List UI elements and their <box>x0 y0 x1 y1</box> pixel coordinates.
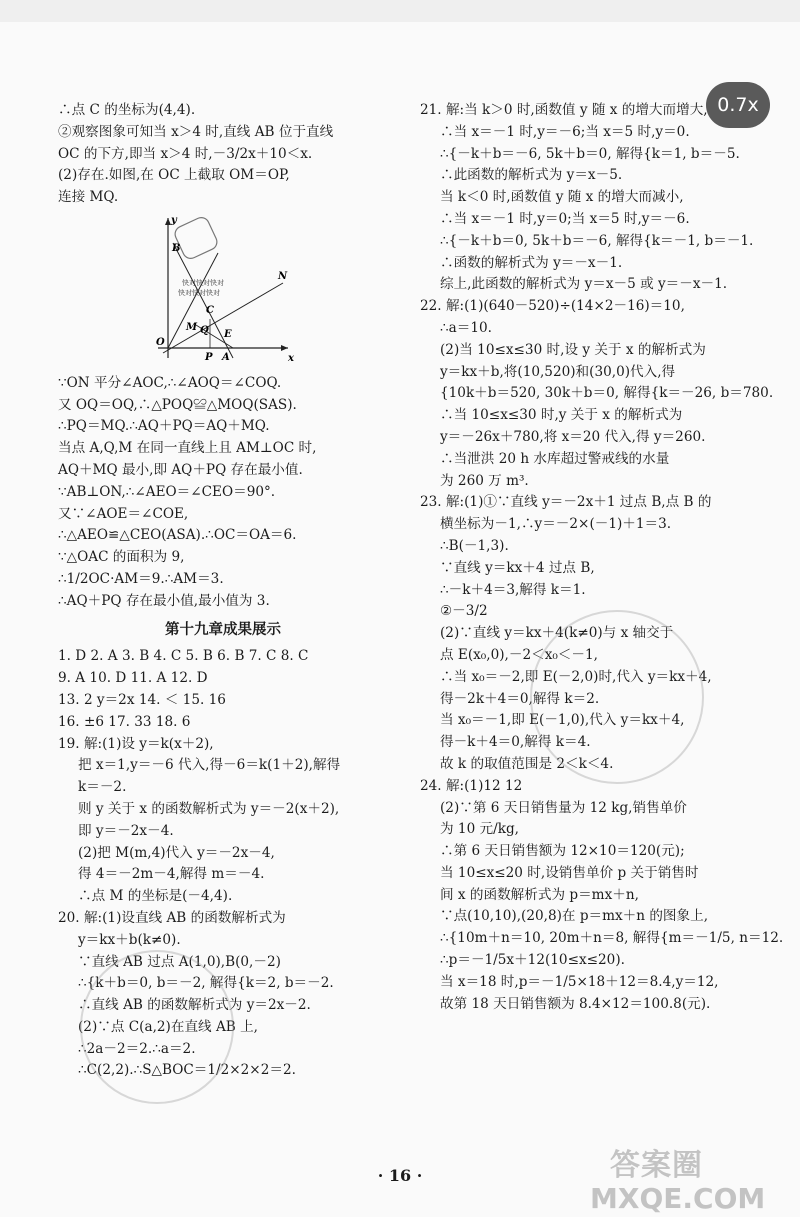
text-line: 23. 解:(1)①∵直线 y＝－2x＋1 过点 B,点 B 的 <box>420 494 712 511</box>
text-line: 把 x＝1,y＝－6 代入,得－6＝k(1＋2),解得 <box>78 757 341 774</box>
text-line: 24. 解:(1)12 12 <box>420 777 523 794</box>
text-line: k＝－2. <box>78 779 127 796</box>
text-line: (2)当 10≤x≤30 时,设 y 关于 x 的解析式为 <box>440 341 706 358</box>
text-line: ②－3/2 <box>440 603 488 620</box>
text-line: ∵AB⊥ON,∴∠AEO＝∠CEO＝90°. <box>58 483 276 500</box>
text-line: ∵直线 y＝kx＋4 过点 B, <box>440 559 595 576</box>
text-line: 22. 解:(1)(640－520)÷(14×2－16)＝10, <box>420 298 685 315</box>
text-line: 连接 MQ. <box>58 189 119 206</box>
geometry-figure <box>138 213 298 363</box>
text-line: ∴PQ＝MQ.∴AQ＋PQ＝AQ＋MQ. <box>58 418 270 435</box>
left-column <box>58 100 388 1082</box>
figure-label: O <box>156 336 165 348</box>
text-line: 为 10 元/kg, <box>440 821 519 838</box>
text-line: ∴当 x＝－1 时,y＝0;当 x＝5 时,y＝－6. <box>440 210 690 227</box>
text-line: ∴AQ＋PQ 存在最小值,最小值为 3. <box>58 592 270 609</box>
text-line: 为 260 万 m³. <box>440 472 529 489</box>
right-column <box>420 100 784 1015</box>
figure-label: M <box>186 321 198 333</box>
figure-label: x <box>288 352 294 363</box>
text-line: 故第 18 天日销售额为 8.4×12＝100.8(元). <box>440 995 711 1012</box>
text-line: 得 4＝－2m－4,解得 m＝－4. <box>78 866 265 883</box>
text-line: 16. ±6 17. 33 18. 6 <box>58 713 191 730</box>
figure-label: E <box>224 328 232 340</box>
text-line: ∴此函数的解析式为 y＝x－5. <box>440 167 623 184</box>
figure-label: P <box>205 351 213 363</box>
text-line: 1. D 2. A 3. B 4. C 5. B 6. B 7. C 8. C <box>58 648 309 665</box>
text-line: y＝－26x＋780,将 x＝20 代入,得 y＝260. <box>440 428 706 445</box>
figure-watermark-text: 快对快对快对 <box>182 278 224 287</box>
text-line: ∴{k＋b＝0, b＝－2, 解得{k＝2, b＝－2. <box>78 975 334 992</box>
figure-label: Q <box>200 324 209 336</box>
text-line: (2)∵直线 y＝kx＋4(k≠0)与 x 轴交于 <box>440 625 674 642</box>
text-line: 横坐标为－1,∴y＝－2×(－1)＋1＝3. <box>440 516 672 533</box>
text-line: ∴{－k＋b＝－6, 5k＋b＝0, 解得{k＝1, b＝－5. <box>440 145 740 162</box>
watermark-brand: 答案圈 <box>610 1148 703 1183</box>
text-line: ∴{10m＋n＝10, 20m＋n＝8, 解得{m＝－1/5, n＝12. <box>440 930 784 947</box>
text-line: ∴点 C 的坐标为(4,4). <box>58 102 196 118</box>
text-line: ∴2a－2＝2.∴a＝2. <box>78 1040 196 1057</box>
text-line: ∴p＝－1/5x＋12(10≤x≤20). <box>440 952 625 969</box>
figure-label: A <box>222 351 230 363</box>
text-line: 19. 解:(1)设 y＝k(x＋2), <box>58 735 214 752</box>
text-line: y＝kx＋b,将(10,520)和(30,0)代入,得 <box>440 363 676 380</box>
text-line: ∴函数的解析式为 y＝－x－1. <box>440 254 623 271</box>
text-line: (2)∵第 6 天日销售量为 12 kg,销售单价 <box>440 799 687 816</box>
text-line: 21. 解:当 k＞0 时,函数值 y 随 x 的增大而增大, <box>420 102 708 118</box>
figure-label: y <box>171 214 177 226</box>
text-line: ∴当 10≤x≤30 时,y 关于 x 的解析式为 <box>440 407 683 424</box>
text-line: ∴B(－1,3). <box>440 537 509 554</box>
text-line: ∴△AEO≌△CEO(ASA).∴OC＝OA＝6. <box>58 527 297 544</box>
text-line: ∵直线 AB 过点 A(1,0),B(0,－2) <box>78 953 281 970</box>
text-line: ∵△OAC 的面积为 9, <box>58 549 185 566</box>
text-line: (2)把 M(m,4)代入 y＝－2x－4, <box>78 844 275 861</box>
text-line: 9. A 10. D 11. A 12. D <box>58 670 208 687</box>
text-line: ∴1/2OC·AM＝9.∴AM＝3. <box>58 570 224 587</box>
text-line: 即 y＝－2x－4. <box>78 822 174 839</box>
text-line: 当 10≤x≤20 时,设销售单价 p 关于销售时 <box>440 864 699 881</box>
text-line: ∴第 6 天日销售额为 12×10＝120(元); <box>440 843 685 860</box>
text-line: 当 x＝18 时,p＝－1/5×18＋12＝8.4,y＝12, <box>440 973 719 990</box>
text-line: 13. 2 y＝2x 14. ＜ 15. 16 <box>58 691 226 708</box>
text-line: 得－2k＋4＝0,解得 k＝2. <box>440 690 600 707</box>
zoom-indicator[interactable]: 0.7x <box>706 82 770 128</box>
figure-label: B <box>172 242 181 254</box>
text-line: ∴a＝10. <box>440 319 492 336</box>
text-line: ∴直线 AB 的函数解析式为 y＝2x－2. <box>78 997 311 1014</box>
text-line: {10k＋b＝520, 30k＋b＝0, 解得{k＝－26, b＝780. <box>440 385 774 402</box>
figure-label: C <box>206 304 214 316</box>
figure-watermark-text: 快对快对快对 <box>178 288 220 297</box>
text-line: ②观察图象可知当 x＞4 时,直线 AB 位于直线 <box>58 123 334 140</box>
text-line: 当 k＜0 时,函数值 y 随 x 的增大而减小, <box>440 189 684 206</box>
text-line: ∴C(2,2).∴S△BOC＝1/2×2×2＝2. <box>78 1062 296 1079</box>
text-line: ∴当 x＝－1 时,y＝－6;当 x＝5 时,y＝0. <box>440 123 690 140</box>
watermark-site: MXQE.COM <box>590 1182 766 1215</box>
text-line: ∴当 x₀＝－2,即 E(－2,0)时,代入 y＝kx＋4, <box>440 668 712 685</box>
watermark-stamp <box>530 610 704 784</box>
page-number: · 16 · <box>377 1166 423 1185</box>
text-line: (2)∵点 C(a,2)在直线 AB 上, <box>78 1018 258 1035</box>
text-line: 故 k 的取值范围是 2＜k＜4. <box>440 755 614 772</box>
text-line: OC 的下方,即当 x＞4 时,－3/2x＋10＜x. <box>58 145 313 162</box>
text-line: 当 x₀＝－1,即 E(－1,0),代入 y＝kx＋4, <box>440 712 685 729</box>
text-line: 得－k＋4＝0,解得 k＝4. <box>440 734 591 751</box>
text-line: 间 x 的函数解析式为 p＝mx＋n, <box>440 886 639 903</box>
text-line: 又∵∠AOE＝∠COE, <box>58 505 189 522</box>
text-line: 则 y 关于 x 的函数解析式为 y＝－2(x＋2), <box>78 800 340 817</box>
text-line: 综上,此函数的解析式为 y＝x－5 或 y＝－x－1. <box>440 276 728 293</box>
text-line: ∴点 M 的坐标是(－4,4). <box>78 888 233 905</box>
text-line: ∵点(10,10),(20,8)在 p＝mx＋n 的图象上, <box>440 908 709 925</box>
watermark-stamp <box>80 950 234 1104</box>
text-line: (2)存在.如图,在 OC 上截取 OM＝OP, <box>58 167 290 184</box>
text-line: ∴当泄洪 20 h 水库超过警戒线的水量 <box>440 450 670 467</box>
section-title: 第十九章成果展示 <box>165 620 281 638</box>
text-line: ∴{－k＋b＝0, 5k＋b＝－6, 解得{k＝－1, b＝－1. <box>440 232 754 249</box>
text-line: 又 OQ＝OQ,∴△POQ≌△MOQ(SAS). <box>58 396 297 413</box>
text-line: 20. 解:(1)设直线 AB 的函数解析式为 <box>58 909 286 926</box>
text-line: ∴－k＋4＝3,解得 k＝1. <box>440 581 586 598</box>
text-line: y＝kx＋b(k≠0). <box>78 931 181 948</box>
text-line: 点 E(x₀,0),－2＜x₀＜－1, <box>440 646 598 663</box>
text-line: AQ＋MQ 最小,即 AQ＋PQ 存在最小值. <box>58 461 303 478</box>
text-line: ∵ON 平分∠AOC,∴∠AOQ＝∠COQ. <box>58 374 282 391</box>
text-line: 当点 A,Q,M 在同一直线上且 AM⊥OC 时, <box>58 440 317 457</box>
figure-label: N <box>278 270 288 282</box>
top-bar <box>0 0 800 22</box>
